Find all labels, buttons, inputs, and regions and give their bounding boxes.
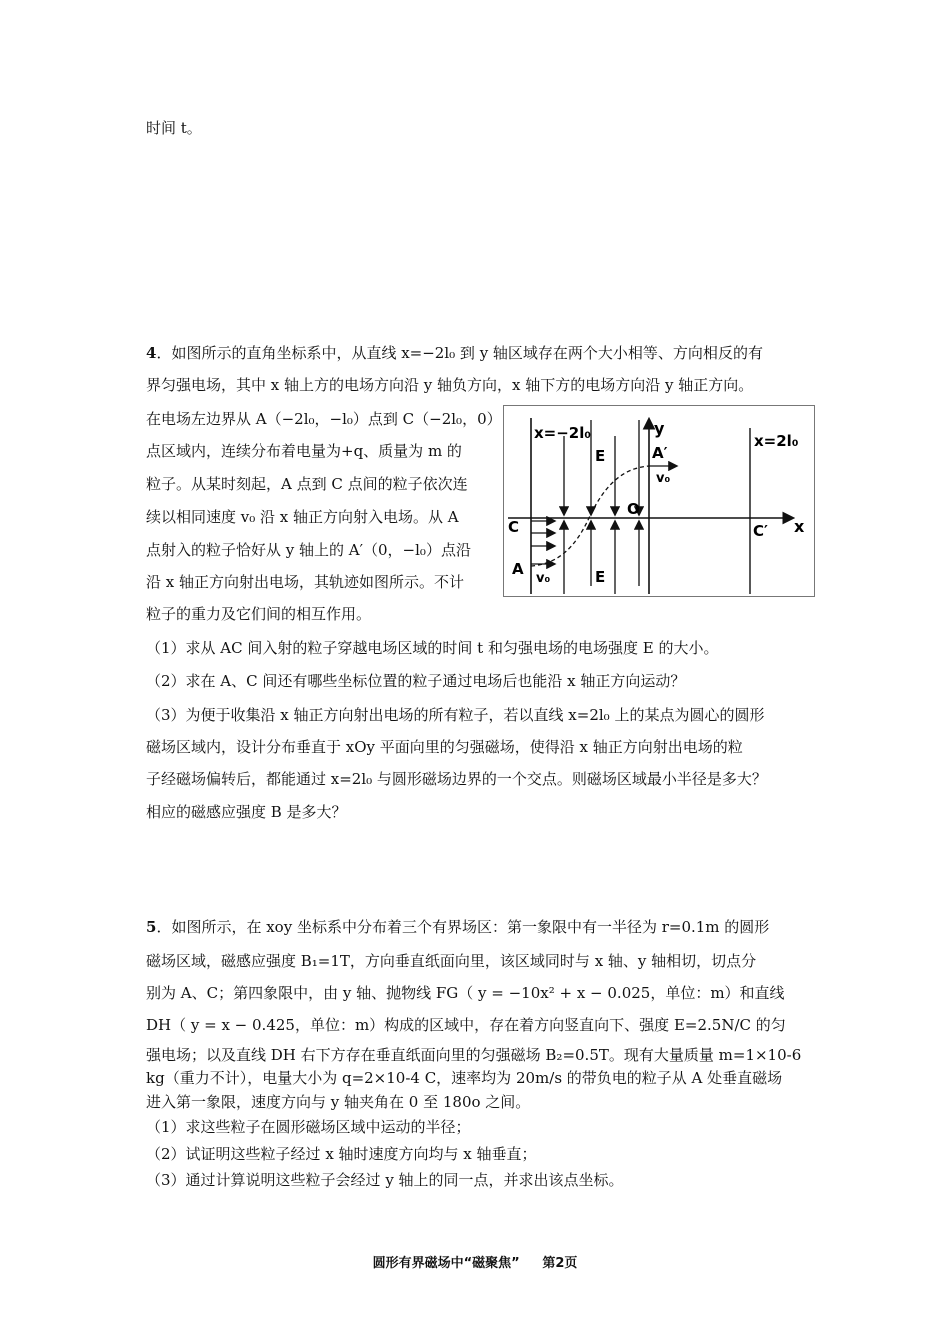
label-origin: O: [627, 500, 640, 518]
label-left-line: x=−2l₀: [534, 424, 591, 442]
label-A-prime: A′: [652, 444, 668, 462]
q4-line-4: 点区域内，连续分布着电量为+q、质量为 m 的: [146, 442, 462, 460]
label-v0-bottom: v₀: [536, 571, 551, 586]
electric-field-diagram: [504, 406, 814, 596]
label-y-axis: y: [654, 419, 665, 438]
label-E-top: E: [595, 447, 606, 465]
label-right-line: x=2l₀: [754, 432, 799, 450]
q5-question-1: （1）求这些粒子在圆形磁场区域中运动的半径；: [146, 1118, 471, 1136]
q4-line-8: 沿 x 轴正方向射出电场，其轨迹如图所示。不计: [146, 573, 464, 591]
q5-line-4: DH（ y = x − 0.425，单位：m）构成的区域中，存在着方向竖直向下、强度 E=2.5N/C 的匀: [146, 1016, 786, 1034]
q5-question-2: （2）试证明这些粒子经过 x 轴时速度方向均与 x 轴垂直；: [146, 1145, 537, 1163]
label-C-prime: C′: [753, 522, 768, 540]
label-E-bottom: E: [595, 568, 606, 586]
label-v0-top: v₀: [656, 471, 671, 486]
q4-line-5: 粒子。从某时刻起，A 点到 C 点间的粒子依次连: [146, 475, 468, 493]
q4-line-1: 4．如图所示的直角坐标系中，从直线 x=−2l₀ 到 y 轴区域存在两个大小相等、方向相反的有: [146, 344, 763, 362]
q4-line-3: 在电场左边界从 A（−2l₀，−l₀）点到 C（−2l₀，0）: [146, 410, 502, 428]
label-C: C: [508, 518, 520, 536]
q4-figure: [503, 405, 815, 597]
q4-line-9: 粒子的重力及它们间的相互作用。: [146, 605, 372, 623]
footer-page-number: 第2页: [542, 1256, 578, 1271]
footer-title: 圆形有界磁场中“磁聚焦”: [372, 1256, 520, 1271]
q5-question-3: （3）通过计算说明这些粒子会经过 y 轴上的同一点，并求出该点坐标。: [146, 1171, 624, 1189]
q4-line-7: 点射入的粒子恰好从 y 轴上的 A′（0，−l₀）点沿: [146, 541, 471, 559]
page-footer: [0, 1252, 950, 1271]
q4-question-3-line-2: 磁场区域内，设计分布垂直于 xOy 平面向里的匀强磁场，使得沿 x 轴正方向射出电场的粒: [146, 738, 743, 756]
q4-question-1: （1）求从 AC 间入射的粒子穿越电场区域的时间 t 和匀强电场的电场强度 E 的大小。: [146, 639, 719, 657]
top-line: 时间 t。: [146, 119, 202, 137]
label-A: A: [512, 560, 524, 578]
q4-line-2: 界匀强电场，其中 x 轴上方的电场方向沿 y 轴负方向，x 轴下方的电场方向沿 y 轴正方向。: [146, 376, 754, 394]
q5-line-2: 磁场区域，磁感应强度 B₁=1T，方向垂直纸面向里，该区域同时与 x 轴、y 轴相切，切点分: [146, 952, 757, 970]
q4-question-3-line-1: （3）为便于收集沿 x 轴正方向射出电场的所有粒子，若以直线 x=2l₀ 上的某点为圆心的圆形: [146, 706, 765, 724]
q4-question-3-line-3: 子经磁场偏转后，都能通过 x=2l₀ 与圆形磁场边界的一个交点。则磁场区域最小半径是多大？: [146, 770, 767, 788]
q4-question-3-line-4: 相应的磁感应强度 B 是多大？: [146, 803, 347, 821]
q5-line-1: 5．如图所示，在 xoy 坐标系中分布着三个有界场区：第一象限中有一半径为 r=0.1m 的圆形: [146, 918, 770, 936]
q4-number: 4: [146, 344, 157, 362]
q5-number: 5: [146, 918, 157, 936]
q5-line-6: kg（重力不计），电量大小为 q=2×10-4 C，速率均为 20m/s 的带负电的粒子从 A 处垂直磁场: [146, 1069, 783, 1087]
q5-line-7: 进入第一象限，速度方向与 y 轴夹角在 0 至 180o 之间。: [146, 1093, 531, 1111]
q5-line-3: 别为 A、C；第四象限中，由 y 轴、抛物线 FG（ y = −10x² + x − 0.025，单位：m）和直线: [146, 984, 785, 1002]
q5-line-5: 强电场；以及直线 DH 右下方存在垂直纸面向里的匀强磁场 B₂=0.5T。现有大量质量 m=1×10-6: [146, 1046, 802, 1064]
q4-question-2: （2）求在 A、C 间还有哪些坐标位置的粒子通过电场后也能沿 x 轴正方向运动？: [146, 672, 686, 690]
q4-line-6: 续以相同速度 v₀ 沿 x 轴正方向射入电场。从 A: [146, 508, 459, 526]
label-x-axis: x: [794, 517, 805, 536]
